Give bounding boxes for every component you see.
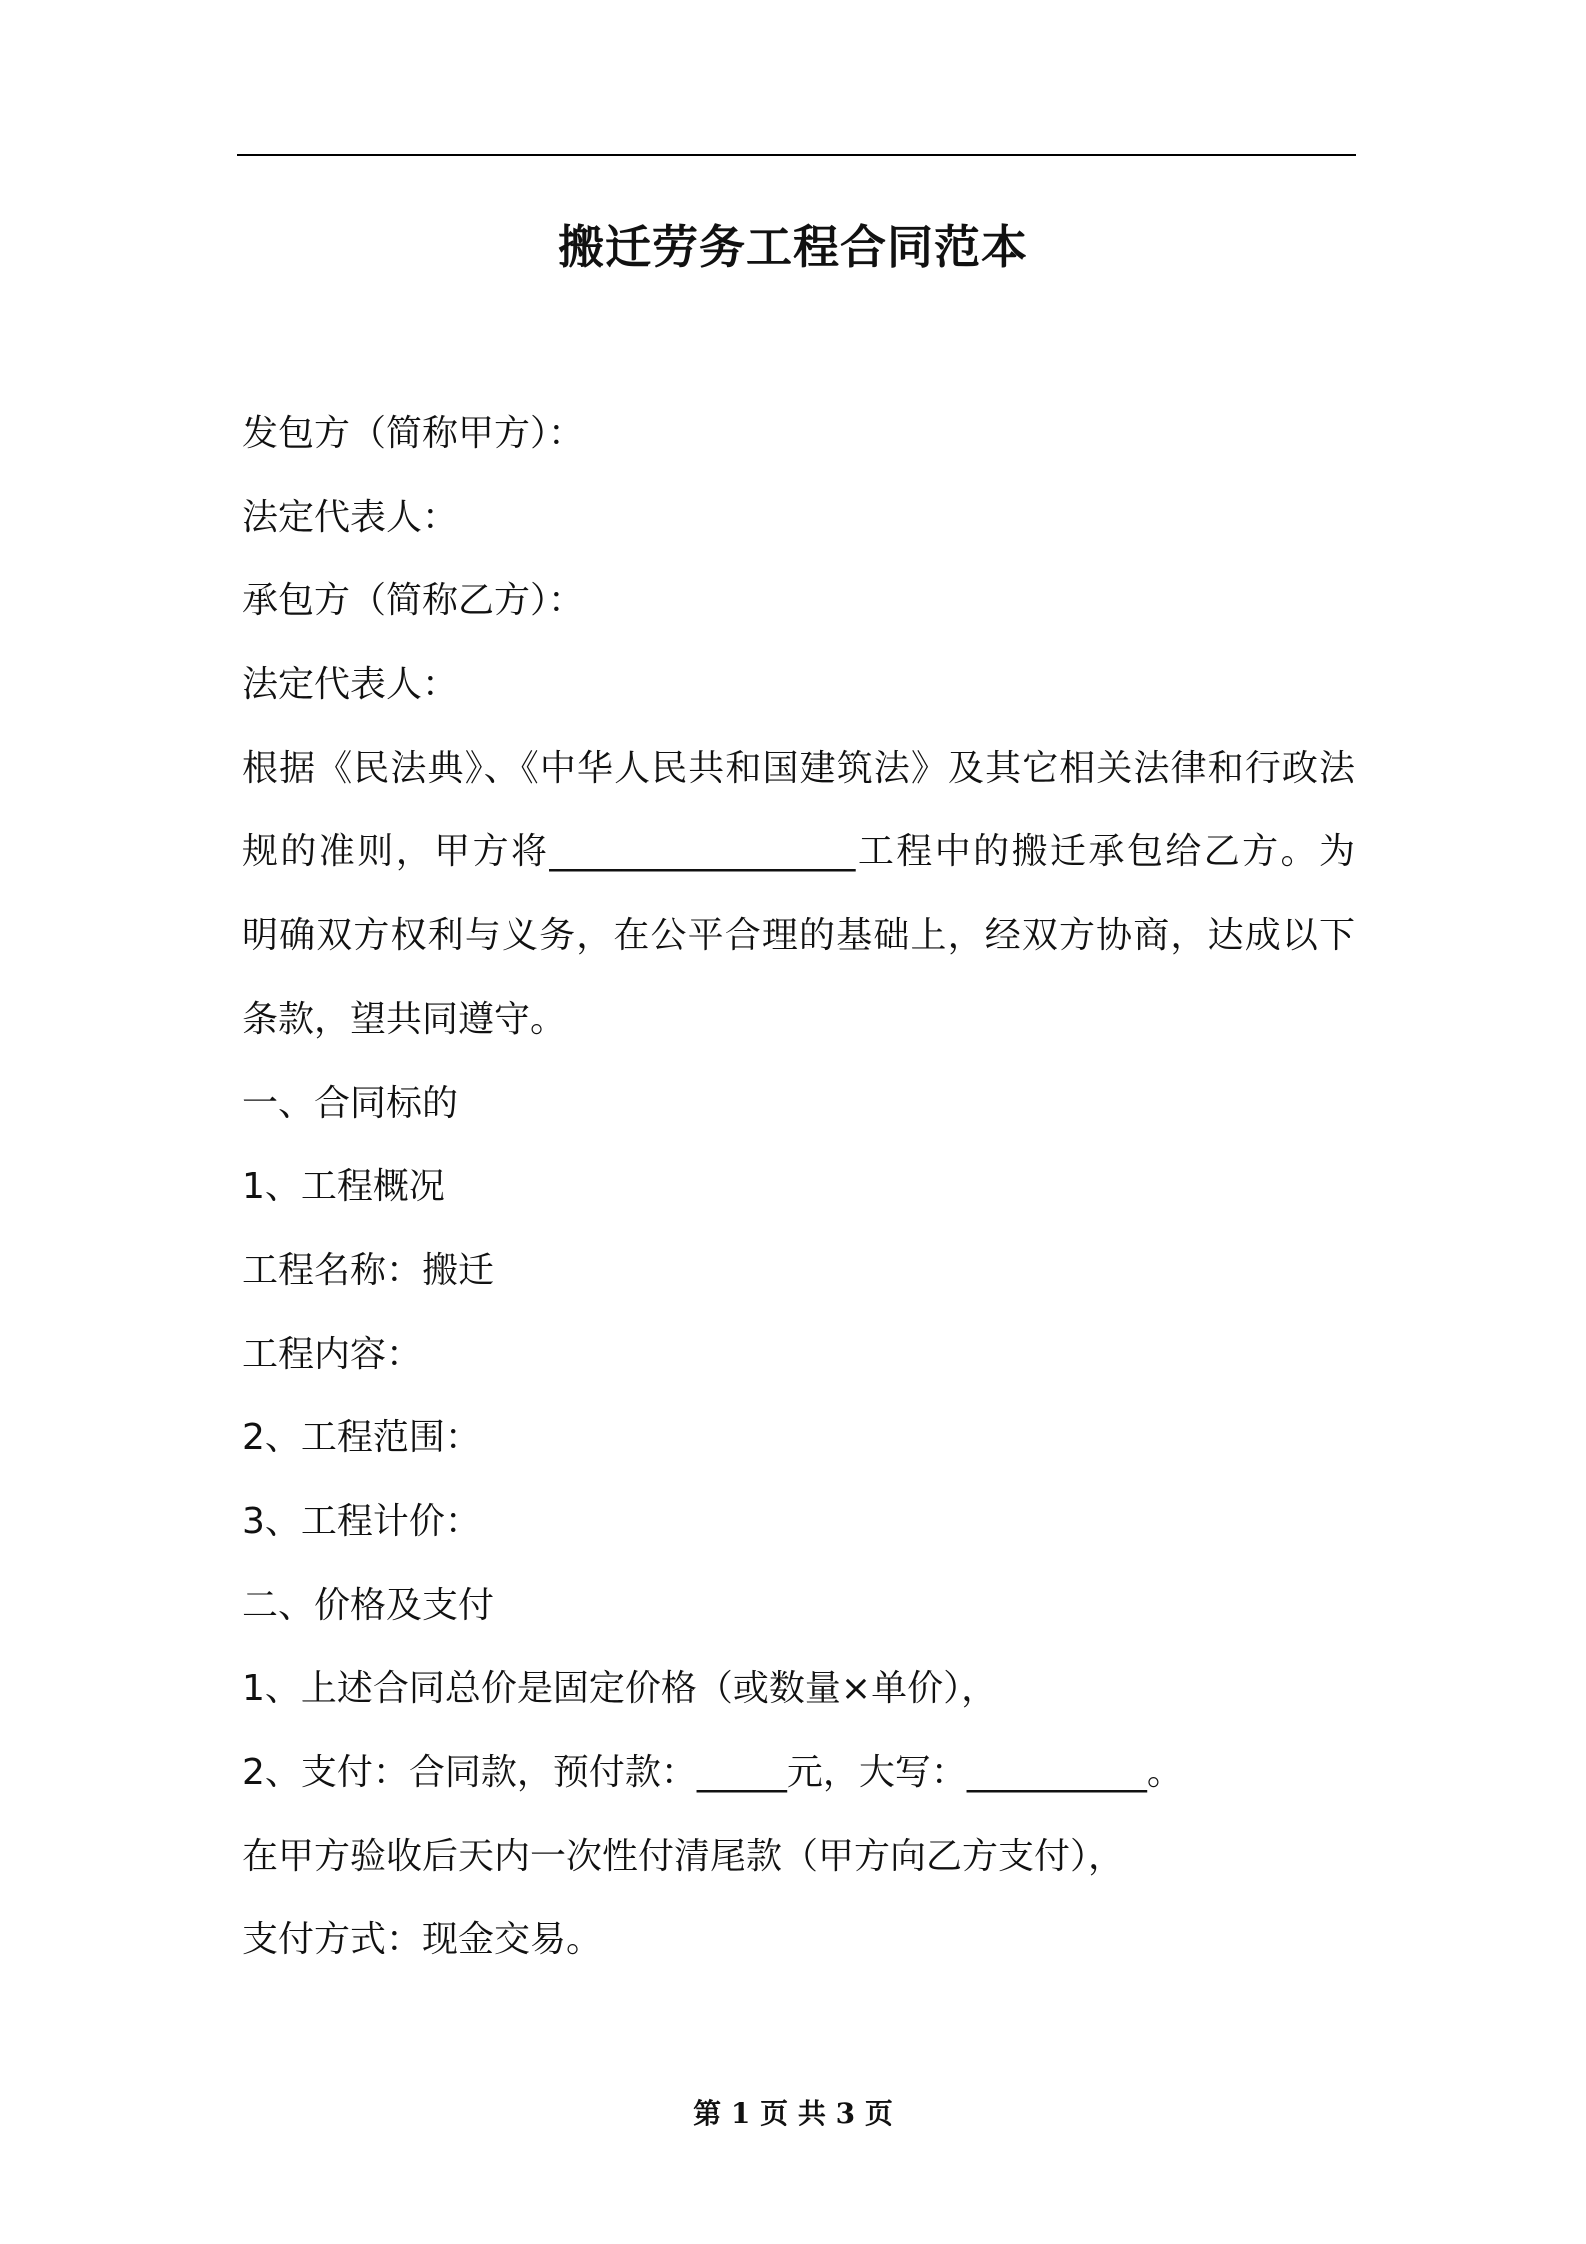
preamble-line: 条款，望共同遵守。	[242, 998, 567, 1040]
clause-item: 2、工程范围：	[242, 1417, 481, 1459]
section-heading: 一、合同标的	[242, 1082, 459, 1124]
clause-item: 3、工程计价：	[242, 1500, 481, 1542]
clause-item: 支付方式：现金交易。	[242, 1919, 603, 1961]
clause-item: 1、工程概况	[242, 1166, 445, 1208]
contract-body	[242, 392, 1355, 1982]
employer-representative-label: 法定代表人：	[242, 496, 459, 538]
page-number-footer: 第 1 页 共 3 页	[693, 2097, 893, 2130]
clause-item: 1、上述合同总价是固定价格（或数量×单价），	[242, 1668, 998, 1710]
section-heading: 二、价格及支付	[242, 1584, 495, 1626]
header-rule	[237, 154, 1356, 156]
preamble-line: 明确双方权利与义务，在公平合理的基础上，经双方协商，达成以下	[242, 915, 1355, 957]
preamble-line: 规的准则，甲方将_________________工程中的搬迁承包给乙方。为	[242, 831, 1355, 873]
employer-label: 发包方（简称甲方）：	[242, 413, 585, 454]
preamble-line: 根据《民法典》、《中华人民共和国建筑法》及其它相关法律和行政法	[242, 747, 1355, 789]
clause-item: 工程名称：搬迁	[242, 1249, 495, 1291]
clause-item: 在甲方验收后天内一次性付清尾款（甲方向乙方支付），	[242, 1835, 1125, 1877]
contractor-label: 承包方（简称乙方）：	[242, 580, 585, 622]
clause-item: 工程内容：	[242, 1333, 423, 1375]
contractor-representative-label: 法定代表人：	[242, 664, 459, 706]
clause-item: 2、支付：合同款，预付款：_____元，大写：__________。	[242, 1752, 1183, 1793]
page-title: 搬迁劳务工程合同范本	[558, 220, 1028, 274]
